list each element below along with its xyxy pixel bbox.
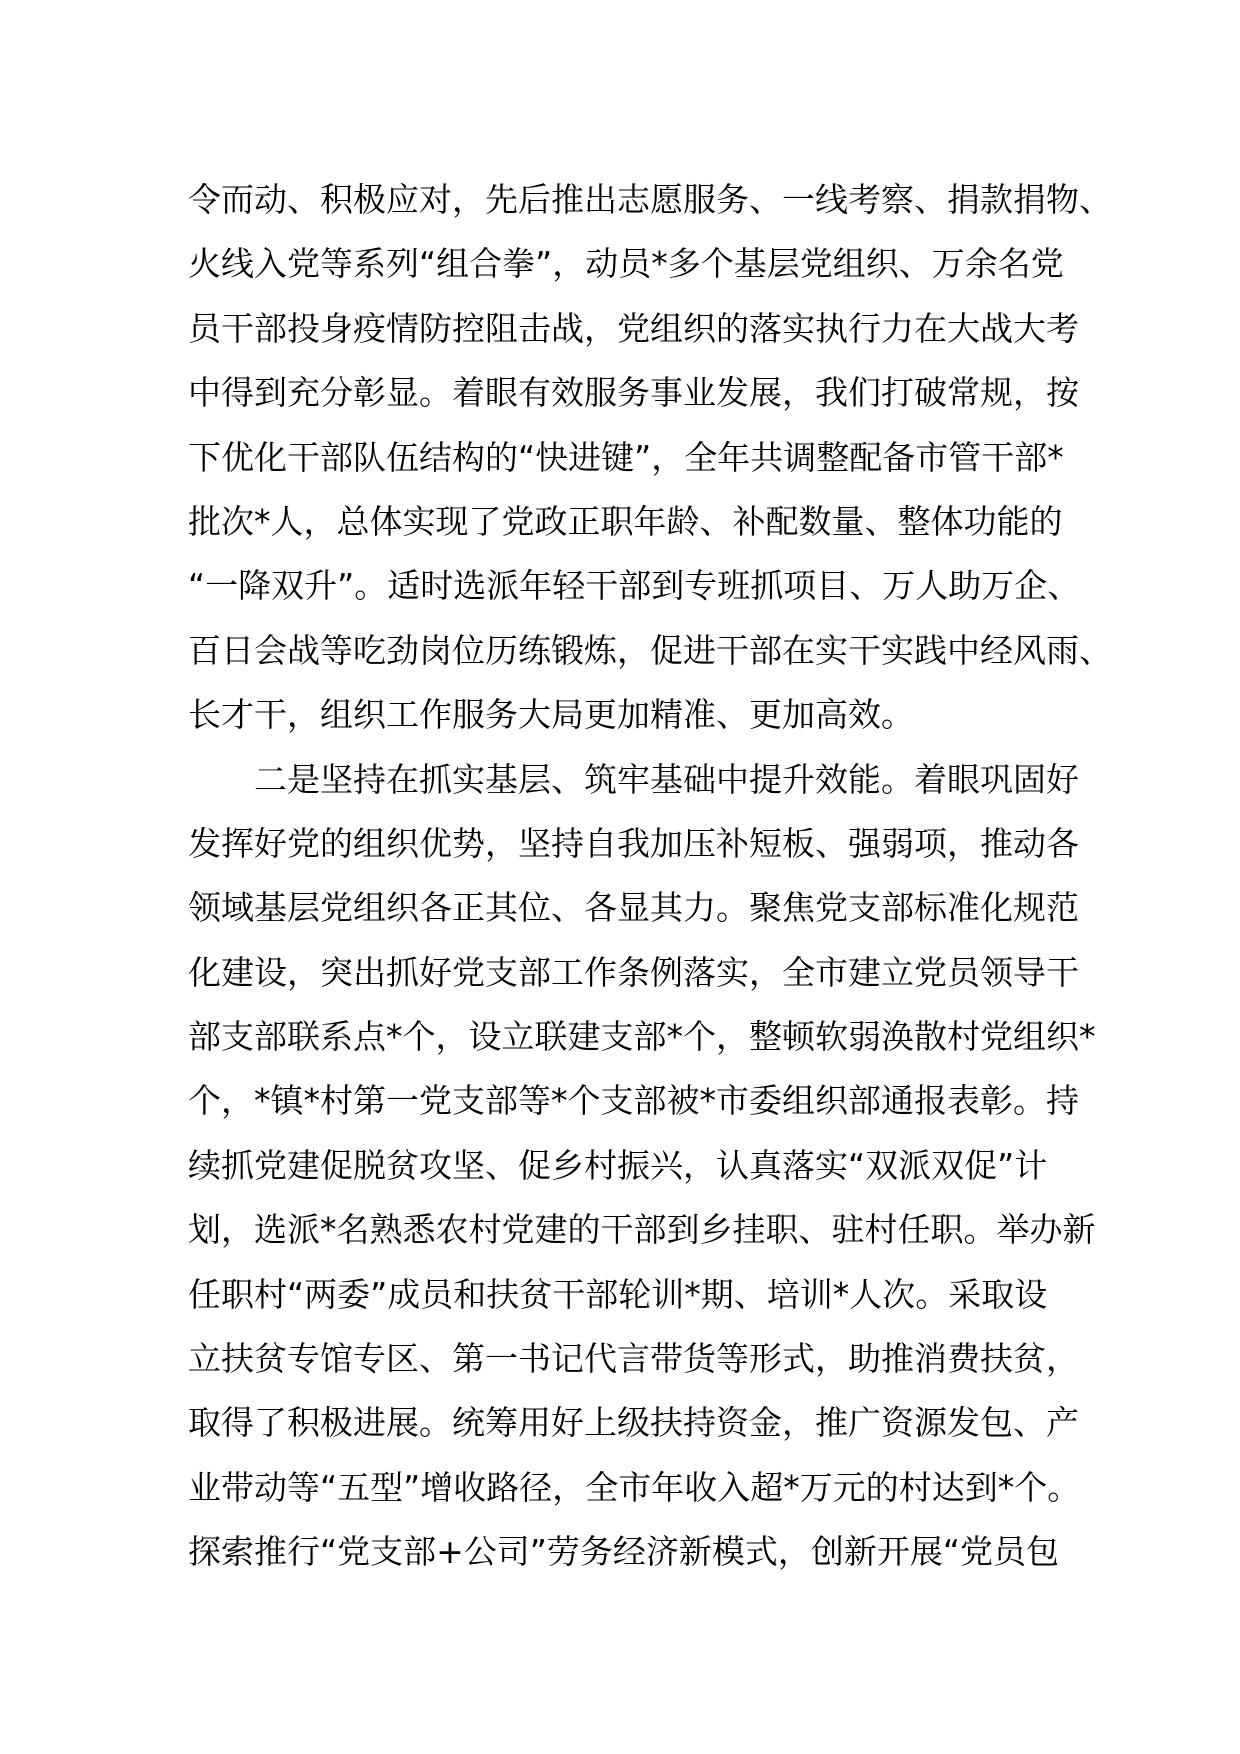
text-line: 个，*镇*村第一党支部等*个支部被*市委组织部通报表彰。持 xyxy=(188,1081,1079,1121)
text-line: 批次*人，总体实现了党政正职年龄、补配数量、整体功能的 xyxy=(188,501,1063,541)
text-line: 员干部投身疫情防控阻击战，党组织的落实执行力在大战大考 xyxy=(188,308,1079,348)
text-line: 划，选派*名熟悉农村党建的干部到乡挂职、驻村任职。举办新 xyxy=(188,1210,1096,1250)
text-line: 业带动等“五型”增收路径，全市年收入超*万元的村达到*个。 xyxy=(188,1467,1081,1507)
text-line: “一降双升”。适时选派年轻干部到专班抓项目、万人助万企、 xyxy=(188,566,1081,606)
text-line: 百日会战等吃劲岗位历练锻炼，促进干部在实干实践中经风雨、 xyxy=(188,630,1112,670)
text-line: 长才干，组织工作服务大局更加精准、更加高效。 xyxy=(188,695,914,735)
text-line: 续抓党建促脱贫攻坚、促乡村振兴，认真落实“双派双促”计 xyxy=(188,1145,1048,1185)
paragraph-start-line: 二是坚持在抓实基层、筑牢基础中提升效能。着眼巩固好 xyxy=(188,759,1079,799)
text-line: 化建设，突出抓好党支部工作条例落实，全市建立党员领导干 xyxy=(188,952,1079,992)
text-line: 部支部联系点*个，设立联建支部*个，整顿软弱涣散村党组织* xyxy=(188,1017,1096,1057)
text-line: 令而动、积极应对，先后推出志愿服务、一线考察、捐款捐物、 xyxy=(188,180,1112,219)
body-text xyxy=(188,168,1112,1585)
text-line: 任职村“两委”成员和扶贫干部轮训*期、培训*人次。采取设 xyxy=(188,1274,1048,1314)
text-line: 探索推行“党支部+公司”劳务经济新模式，创新开展“党员包 xyxy=(188,1532,1059,1572)
text-line: 火线入党等系列“组合拳”，动员*多个基层党组织、万余名党 xyxy=(188,244,1064,284)
text-line: 取得了积极进展。统筹用好上级扶持资金，推广资源发包、产 xyxy=(188,1403,1079,1443)
text-line: 立扶贫专馆专区、第一书记代言带货等形式，助推消费扶贫， xyxy=(188,1339,1079,1379)
text-line: 下优化干部队伍结构的“快进键”，全年共调整配备市管干部* xyxy=(188,437,1064,477)
text-line: 领域基层党组织各正其位、各显其力。聚焦党支部标准化规范 xyxy=(188,888,1079,928)
text-line: 中得到充分彰显。着眼有效服务事业发展，我们打破常规，按 xyxy=(188,373,1079,413)
text-line: 发挥好党的组织优势，坚持自我加压补短板、强弱项，推动各 xyxy=(188,823,1079,863)
